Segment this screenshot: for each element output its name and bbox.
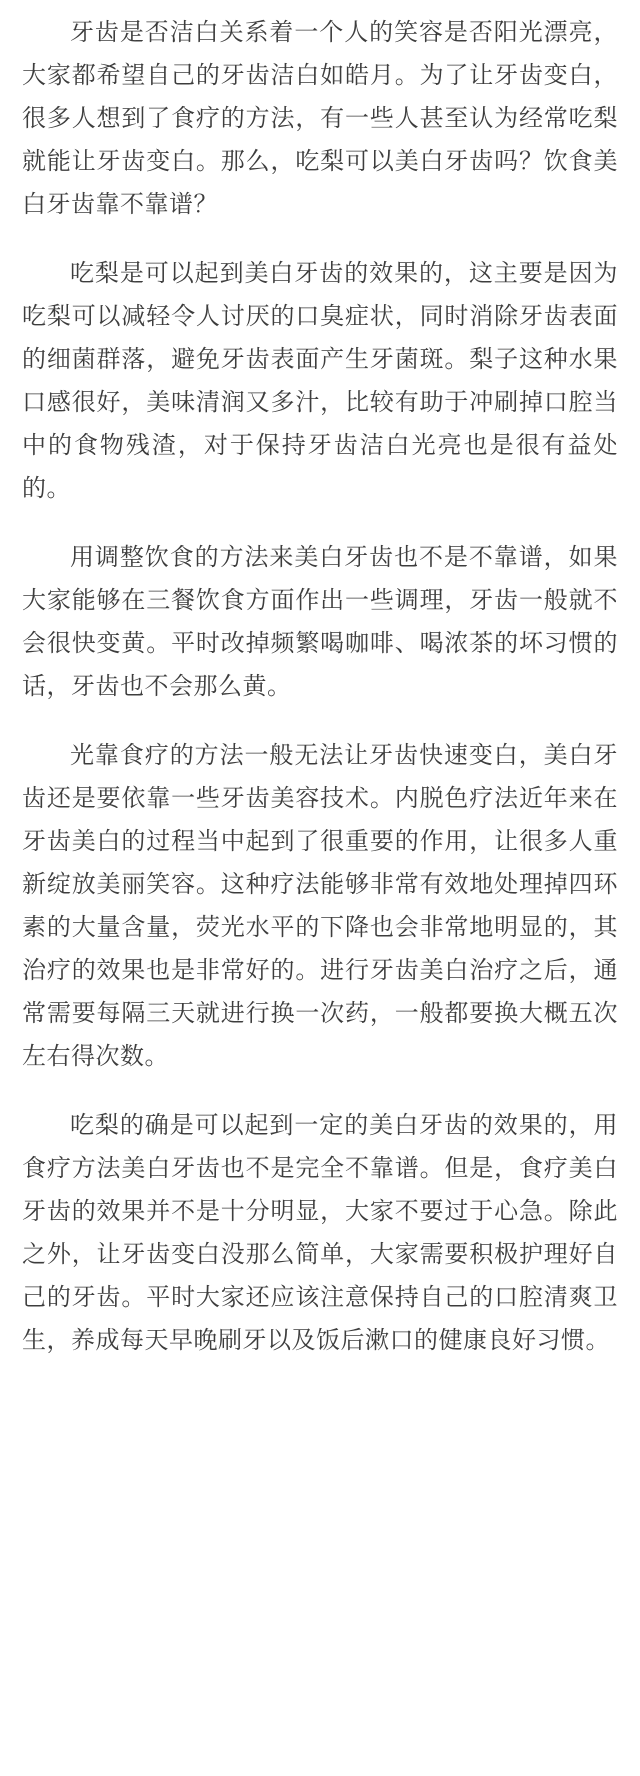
paragraph-4: 光靠食疗的方法一般无法让牙齿快速变白，美白牙齿还是要依靠一些牙齿美容技术。内脱色疗法近年来在牙齿美白的过程当中起到了很重要的作用，让很多人重新绽放美丽笑容。这种疗法能够非常有效地处理掉四环素的大量含量，荧光水平的下降也会非常地明显的，其治疗的效果也是非常好的。进行牙齿美白治疗之后，通常需要每隔三天就进行换一次药，一般都要换大概五次左右得次数。 — [22, 741, 618, 1070]
paragraph-1: 牙齿是否洁白关系着一个人的笑容是否阳光漂亮，大家都希望自己的牙齿洁白如皓月。为了让牙齿变白，很多人想到了食疗的方法，有一些人甚至认为经常吃梨就能让牙齿变白。那么，吃梨可以美白牙齿吗？饮食美白牙齿靠不靠谱？ — [22, 18, 618, 218]
paragraph-3: 用调整饮食的方法来美白牙齿也不是不靠谱，如果大家能够在三餐饮食方面作出一些调理，牙齿一般就不会很快变黄。平时改掉频繁喝咖啡、喝浓茶的坏习惯的话，牙齿也不会那么黄。 — [22, 543, 618, 700]
paragraph-2: 吃梨是可以起到美白牙齿的效果的，这主要是因为吃梨可以减轻令人讨厌的口臭症状，同时消除牙齿表面的细菌群落，避免牙齿表面产生牙菌斑。梨子这种水果口感很好，美味清润又多汁，比较有助于冲刷掉口腔当中的食物残渣，对于保持牙齿洁白光亮也是很有益处的。 — [22, 259, 618, 502]
paragraph-5: 吃梨的确是可以起到一定的美白牙齿的效果的，用食疗方法美白牙齿也不是完全不靠谱。但是，食疗美白牙齿的效果并不是十分明显，大家不要过于心急。除此之外，让牙齿变白没那么简单，大家需要积极护理好自己的牙齿。平时大家还应该注意保持自己的口腔清爽卫生，养成每天早晚刷牙以及饭后漱口的健康良好习惯。 — [22, 1111, 618, 1354]
